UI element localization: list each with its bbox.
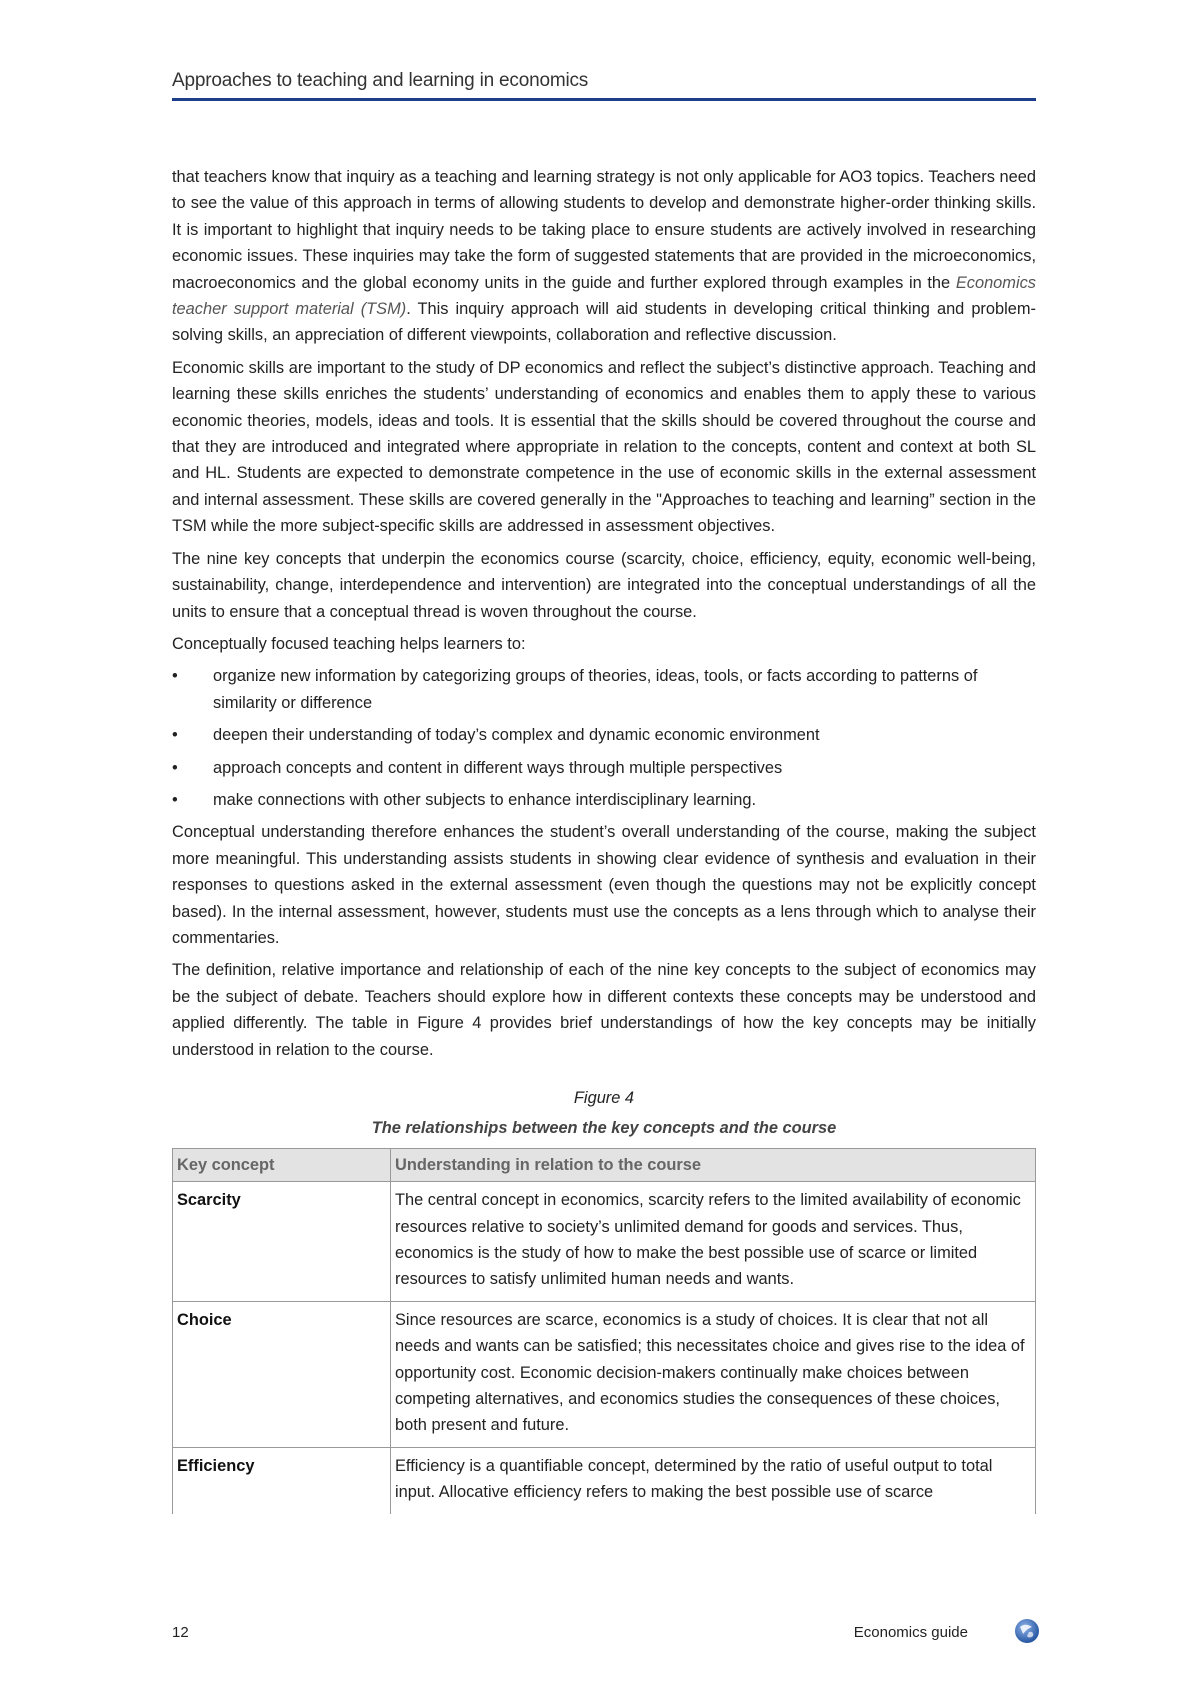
table-row — [173, 1182, 1036, 1302]
page-number: 12 — [172, 1624, 189, 1641]
figure-caption: The relationships between the key concepts and the course — [371, 1119, 837, 1138]
concept-description: Efficiency is a quantifiable concept, determined by the ratio of useful output to total input. Allocative efficiency refers to making the best possible use of scarce — [391, 1447, 1036, 1513]
guide-name: Economics guide — [853, 1624, 968, 1641]
concept-name: Scarcity — [173, 1182, 391, 1302]
list-item-text: organize new information by categorizing groups of theories, ideas, tools, or facts according to patterns of similarity or difference — [213, 667, 978, 712]
ib-globe-logo-icon — [1014, 1618, 1040, 1644]
running-header — [172, 70, 1036, 101]
paragraph-conceptual-understanding: Conceptual understanding therefore enhances the student’s overall understanding of the course, making the subject more meaningful. This understanding assists students in showing clear evidence of synthesis and evaluation in their responses to questions asked in the external assessment (even though the questions may not be explicitly concept based). In the internal assessment, however, students must use the concepts as a lens through which to analyse their commentaries. — [172, 823, 1036, 947]
main-content — [172, 164, 1036, 1514]
column-header-key-concept: Key concept — [173, 1148, 391, 1181]
bullet-glyph: • — [172, 790, 178, 809]
key-concepts-table — [172, 1148, 1036, 1514]
paragraph-key-concepts: The nine key concepts that underpin the economics course (scarcity, choice, efficiency, equity, economic well-being, sustainability, change, interdependence and intervention) are integrated into the conceptual understandings of all the units to ensure that a conceptual thread is woven throughout the course. — [172, 549, 1036, 621]
concept-name: Efficiency — [173, 1447, 391, 1513]
paragraph-skills: Economic skills are important to the study of DP economics and reflect the subject’s distinctive approach. Teaching and learning these skills enriches the students’ understanding of economics and enables them to apply these to various economic theories, models, ideas and tools. It is essential that the skills should be covered throughout the course and that they are introduced and integrated where appropriate in relation to the concepts, content and context at both SL and HL. Students are expected to demonstrate competence in the use of economic skills in the external assessment and internal assessment. These skills are covered generally in the "Approaches to teaching and learning” section in the TSM while the more subject-specific skills are addressed in assessment objectives. — [172, 358, 1036, 536]
header-rule — [172, 98, 1036, 101]
running-header-title: Approaches to teaching and learning in economics — [172, 70, 589, 91]
bullet-glyph: • — [172, 726, 178, 745]
figure-label: Figure 4 — [573, 1089, 635, 1107]
table-header-row — [173, 1148, 1036, 1181]
bullet-glyph: • — [172, 667, 178, 686]
paragraph-definition: The definition, relative importance and relationship of each of the nine key concepts to the subject of economics may be the subject of debate. Teachers should explore how in different contexts these concepts may be understood and applied differently. The table in Figure 4 provides brief understandings of how the key concepts may be initially understood in relation to the course. — [172, 961, 1036, 1059]
concept-description: The central concept in economics, scarcity refers to the limited availability of economic resources relative to society’s unlimited demand for goods and services. Thus, economics is the study of how to make the best possible use of scarce or limited resources to satisfy unlimited human needs and wants. — [391, 1182, 1036, 1302]
concept-name: Choice — [173, 1301, 391, 1447]
concept-description: Since resources are scarce, economics is a study of choices. It is clear that not all needs and wants can be satisfied; this necessitates choice and gives rise to the idea of opportunity cost. Economic decision-makers continually make choices between competing alternatives, and economics studies the consequences of these choices, both present and future. — [391, 1301, 1036, 1447]
paragraph-inquiry-text-end: . This inquiry approach will aid students in developing critical thinking and problem-solving skills, an appreciation of different viewpoints, collaboration and reflective discussion. — [172, 300, 1036, 345]
list-item — [172, 755, 1036, 781]
page-footer — [172, 1618, 1040, 1648]
table-row — [173, 1301, 1036, 1447]
bullet-list — [172, 663, 1036, 813]
paragraph-inquiry-text: that teachers know that inquiry as a teaching and learning strategy is not only applicable for AO3 topics. Teachers need to see the value of this approach in terms of allowing students to develop and demonstrate higher-order thinking skills. It is important to highlight that inquiry needs to be taking place to ensure students are actively involved in researching economic issues. These inquiries may take the form of suggested statements that are provided in the microeconomics, macroeconomics and the global economy units in the guide and further explored through examples in the — [172, 168, 1036, 292]
list-item — [172, 663, 1036, 716]
bullet-glyph: • — [172, 758, 178, 777]
list-item — [172, 722, 1036, 748]
table-row — [173, 1447, 1036, 1513]
list-item-text: make connections with other subjects to enhance interdisciplinary learning. — [213, 790, 757, 809]
column-header-understanding: Understanding in relation to the course — [391, 1148, 1036, 1181]
list-item-text: deepen their understanding of today’s complex and dynamic economic environment — [213, 726, 820, 745]
list-item — [172, 787, 1036, 813]
paragraph-conceptual-intro: Conceptually focused teaching helps learners to: — [172, 634, 526, 653]
paragraph-inquiry — [172, 164, 1036, 349]
tsm-link[interactable]: Economics teacher support material (TSM) — [172, 273, 1036, 319]
list-item-text: approach concepts and content in different ways through multiple perspectives — [213, 758, 783, 777]
